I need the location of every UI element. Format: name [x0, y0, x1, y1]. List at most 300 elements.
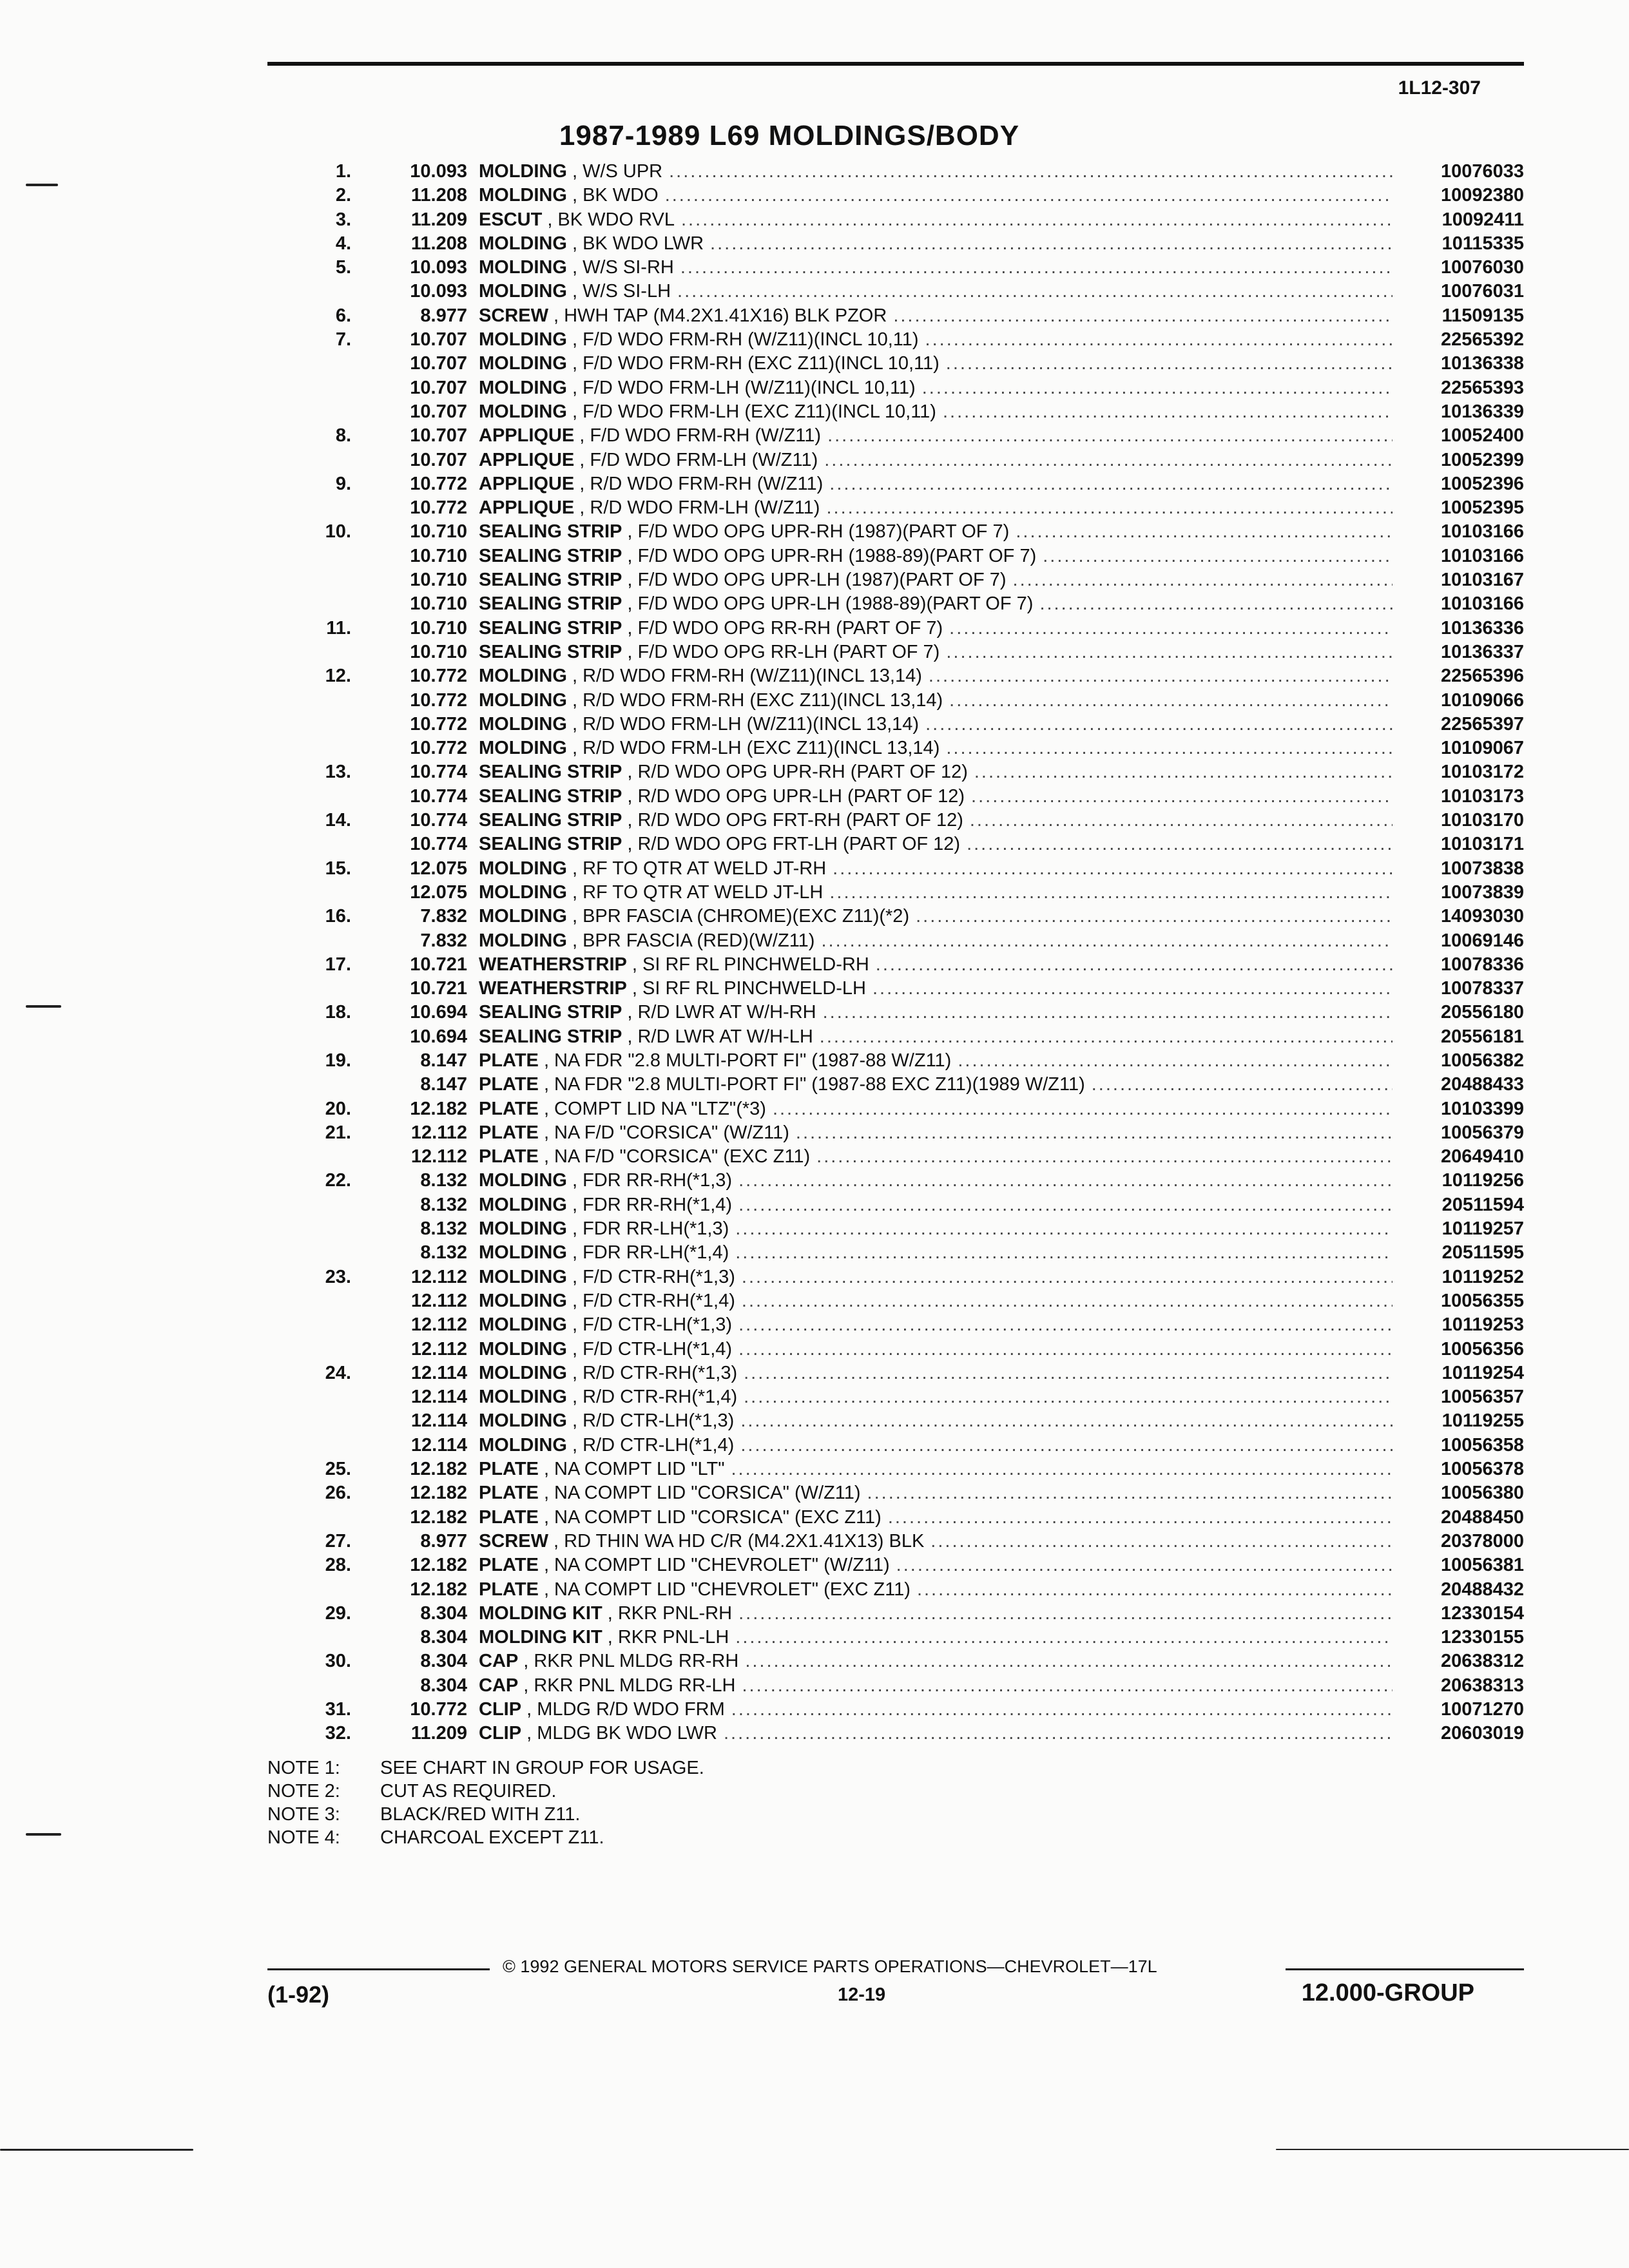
item-index: 10. — [325, 521, 351, 543]
leader-dots — [681, 208, 1393, 232]
part-detail: BK WDO RVL — [557, 209, 675, 230]
part-description — [479, 1385, 1402, 1409]
part-row — [267, 1145, 1524, 1169]
part-detail: RKR PNL-LH — [617, 1627, 729, 1648]
leader-dots — [872, 977, 1393, 1001]
part-number: 10052396 — [1440, 473, 1524, 494]
part-name: CAP — [479, 1651, 519, 1672]
separator: , — [574, 497, 585, 519]
part-name: SEALING STRIP — [479, 641, 622, 662]
separator: , — [566, 1194, 578, 1215]
part-detail: NA COMPT LID "CHEVROLET" (W/Z11) — [554, 1555, 890, 1576]
item-index: 11. — [326, 617, 351, 639]
leader-dots — [896, 1553, 1393, 1577]
part-row — [267, 448, 1524, 472]
part-name: CAP — [479, 1675, 519, 1696]
part-number: 10103172 — [1440, 762, 1524, 783]
part-number: 10119256 — [1441, 1170, 1524, 1191]
item-index: 16. — [325, 906, 351, 927]
part-number: 20556180 — [1440, 1002, 1524, 1023]
leader-dots — [949, 689, 1393, 713]
leader-dots — [829, 472, 1393, 496]
part-name: MOLDING — [479, 1218, 567, 1240]
part-detail: NA COMPT LID "CORSICA" (W/Z11) — [554, 1483, 861, 1504]
group-number: 12.112 — [410, 1266, 467, 1287]
part-description — [479, 184, 1402, 207]
separator: , — [538, 1579, 550, 1600]
group-number: 8.132 — [420, 1242, 467, 1264]
part-name: SEALING STRIP — [479, 834, 622, 855]
part-description — [479, 352, 1402, 376]
separator: , — [538, 1459, 550, 1480]
separator: , — [602, 1602, 613, 1624]
part-row — [267, 1338, 1524, 1361]
part-detail: R/D LWR AT W/H-LH — [637, 1026, 813, 1047]
separator: , — [521, 1699, 532, 1720]
item-index: 13. — [325, 762, 351, 783]
part-description — [479, 448, 1402, 472]
part-description — [479, 544, 1402, 568]
part-name: SEALING STRIP — [479, 617, 622, 639]
leader-dots — [943, 400, 1393, 424]
separator: , — [538, 1098, 550, 1119]
group-number: 10.093 — [410, 281, 467, 302]
group-number: 12.075 — [410, 881, 467, 903]
leader-dots — [823, 1001, 1393, 1024]
part-detail: R/D WDO OPG UPR-RH (PART OF 12) — [637, 762, 968, 783]
part-row — [267, 1241, 1524, 1265]
part-number: 10119254 — [1441, 1362, 1524, 1383]
separator: , — [538, 1074, 550, 1095]
part-number: 22565396 — [1440, 666, 1524, 687]
part-detail: R/D CTR-LH(*1,4) — [583, 1434, 735, 1456]
part-detail: NA COMPT LID "LT" — [554, 1459, 725, 1480]
part-name: CLIP — [479, 1699, 522, 1720]
part-name: MOLDING — [479, 1338, 567, 1360]
group-number: 12.112 — [410, 1314, 467, 1336]
group-number: 12.114 — [410, 1387, 467, 1408]
part-name: MOLDING — [479, 1410, 567, 1432]
part-detail: BK WDO LWR — [583, 233, 704, 254]
part-number: 10109066 — [1440, 689, 1524, 711]
separator: , — [538, 1050, 550, 1071]
note-label: NOTE 3: — [267, 1804, 340, 1825]
separator: , — [566, 858, 578, 879]
separator: , — [566, 1338, 578, 1360]
part-row — [267, 1121, 1524, 1145]
part-description — [479, 689, 1402, 713]
part-description — [479, 1602, 1402, 1626]
part-number: 22565397 — [1440, 713, 1524, 735]
part-number: 10076030 — [1440, 257, 1524, 278]
part-row — [267, 520, 1524, 544]
part-description — [479, 1001, 1402, 1024]
leader-dots — [893, 304, 1393, 328]
part-number: 10052400 — [1440, 425, 1524, 447]
item-index: 28. — [325, 1555, 351, 1576]
part-row — [267, 280, 1524, 303]
leader-dots — [821, 929, 1393, 953]
part-name: MOLDING — [479, 930, 567, 951]
part-description — [479, 208, 1402, 232]
separator: , — [566, 1290, 578, 1311]
part-name: MOLDING — [479, 377, 567, 398]
part-name: MOLDING — [479, 329, 567, 351]
part-description — [479, 1553, 1402, 1577]
part-description — [479, 1722, 1402, 1745]
part-number: 10119252 — [1441, 1266, 1524, 1287]
part-detail: FDR RR-RH(*1,3) — [583, 1170, 733, 1191]
leader-dots — [876, 953, 1393, 977]
leader-dots — [744, 1361, 1393, 1385]
part-row — [267, 1578, 1524, 1602]
group-number: 12.112 — [410, 1146, 467, 1168]
group-number: 10.772 — [410, 666, 467, 687]
part-number: 10119253 — [1441, 1314, 1524, 1336]
part-detail: F/D WDO FRM-LH (EXC Z11)(INCL 10,11) — [583, 401, 936, 422]
note-label: NOTE 1: — [267, 1758, 340, 1778]
part-description — [479, 1361, 1402, 1385]
part-row — [267, 352, 1524, 376]
note-label: NOTE 2: — [267, 1781, 340, 1802]
part-number: 20378000 — [1440, 1530, 1524, 1552]
item-index: 15. — [325, 858, 351, 879]
part-row — [267, 1674, 1524, 1698]
part-row — [267, 713, 1524, 736]
leader-dots — [665, 184, 1393, 207]
part-description — [479, 857, 1402, 881]
group-number: 10.721 — [410, 954, 467, 975]
separator: , — [566, 233, 578, 254]
item-index: 25. — [325, 1459, 351, 1480]
part-detail: NA COMPT LID "CHEVROLET" (EXC Z11) — [554, 1579, 911, 1600]
part-row — [267, 881, 1524, 905]
separator: , — [622, 1002, 633, 1023]
item-index: 26. — [325, 1483, 351, 1504]
separator: , — [538, 1555, 550, 1576]
separator: , — [538, 1146, 550, 1168]
part-row — [267, 1313, 1524, 1337]
part-number: 10056380 — [1440, 1483, 1524, 1504]
item-index: 20. — [325, 1098, 351, 1119]
part-number: 10103166 — [1440, 521, 1524, 543]
group-number: 12.182 — [410, 1579, 467, 1600]
part-description — [479, 929, 1402, 953]
part-detail: RKR PNL MLDG RR-RH — [534, 1651, 739, 1672]
part-detail: BK WDO — [583, 185, 659, 206]
leader-dots — [925, 328, 1393, 352]
part-name: CLIP — [479, 1723, 522, 1744]
part-row — [267, 1361, 1524, 1385]
item-index: 14. — [325, 810, 351, 831]
part-description — [479, 160, 1402, 184]
item-index: 17. — [325, 954, 351, 975]
leader-dots — [742, 1289, 1393, 1313]
part-number: 10103170 — [1440, 810, 1524, 831]
part-number: 10092411 — [1441, 209, 1524, 230]
separator: , — [548, 1530, 559, 1552]
part-description — [479, 1265, 1402, 1289]
leader-dots — [946, 736, 1393, 760]
part-name: SEALING STRIP — [479, 521, 622, 543]
separator: , — [521, 1723, 532, 1744]
part-number: 10103166 — [1440, 545, 1524, 566]
part-detail: R/D WDO FRM-RH (W/Z11)(INCL 13,14) — [583, 666, 922, 687]
part-description — [479, 881, 1402, 905]
part-description — [479, 1217, 1402, 1241]
part-name: MOLDING — [479, 1434, 567, 1456]
group-number: 8.304 — [420, 1627, 467, 1648]
separator: , — [622, 1026, 633, 1047]
part-row — [267, 1385, 1524, 1409]
part-row — [267, 1049, 1524, 1073]
part-row — [267, 1722, 1524, 1745]
part-name: SEALING STRIP — [479, 593, 622, 615]
part-row — [267, 1626, 1524, 1649]
part-row — [267, 1481, 1524, 1505]
group-number: 10.774 — [410, 785, 467, 807]
leader-dots — [826, 496, 1393, 520]
group-number: 12.114 — [410, 1410, 467, 1432]
group-number: 12.182 — [410, 1483, 467, 1504]
leader-dots — [867, 1481, 1393, 1505]
item-index: 21. — [325, 1122, 351, 1143]
separator: , — [566, 1387, 578, 1408]
part-row — [267, 544, 1524, 568]
footer-rule-left — [267, 1968, 490, 1970]
part-number: 22565393 — [1440, 377, 1524, 398]
part-description — [479, 664, 1402, 688]
part-row — [267, 832, 1524, 856]
group-number: 8.147 — [420, 1050, 467, 1071]
part-number: 10056356 — [1440, 1338, 1524, 1360]
separator: , — [566, 1362, 578, 1383]
part-detail: R/D WDO FRM-RH (W/Z11) — [590, 473, 824, 494]
separator: , — [622, 785, 633, 807]
part-number: 20649410 — [1440, 1146, 1524, 1168]
separator: , — [622, 521, 633, 543]
leader-dots — [930, 1530, 1393, 1553]
part-name: MOLDING KIT — [479, 1627, 602, 1648]
part-description — [479, 953, 1402, 977]
part-row — [267, 304, 1524, 328]
part-name: MOLDING — [479, 666, 567, 687]
separator: , — [566, 1218, 578, 1240]
part-detail: F/D WDO FRM-LH (W/Z11) — [590, 449, 818, 470]
leader-dots — [971, 785, 1393, 809]
part-name: MOLDING — [479, 1314, 567, 1336]
part-name: PLATE — [479, 1579, 539, 1600]
part-description — [479, 1649, 1402, 1673]
group-number: 10.774 — [410, 810, 467, 831]
part-number: 12330154 — [1440, 1602, 1524, 1624]
separator: , — [566, 906, 578, 927]
part-number: 10056357 — [1440, 1387, 1524, 1408]
group-number: 10.710 — [410, 521, 467, 543]
part-number: 10109067 — [1440, 738, 1524, 759]
part-name: PLATE — [479, 1074, 539, 1095]
part-name: MOLDING — [479, 881, 567, 903]
leader-dots — [833, 857, 1393, 881]
part-name: PLATE — [479, 1483, 539, 1504]
part-name: MOLDING — [479, 1290, 567, 1311]
part-detail: HWH TAP (M4.2X1.41X16) BLK PZOR — [564, 305, 887, 326]
part-number: 10136339 — [1440, 401, 1524, 422]
item-index: 18. — [325, 1002, 351, 1023]
part-number: 10103167 — [1440, 570, 1524, 591]
part-number: 11509135 — [1441, 305, 1524, 326]
part-detail: F/D WDO FRM-RH (W/Z11) — [590, 425, 822, 447]
leader-dots — [738, 1338, 1393, 1361]
group-number: 10.772 — [410, 738, 467, 759]
part-detail: F/D WDO OPG UPR-RH (1988-89)(PART OF 7) — [637, 545, 1037, 566]
group-number: 8.147 — [420, 1074, 467, 1095]
part-row — [267, 328, 1524, 352]
part-row — [267, 256, 1524, 280]
part-row — [267, 1434, 1524, 1457]
item-index: 29. — [325, 1602, 351, 1624]
part-number: 10069146 — [1440, 930, 1524, 951]
part-name: MOLDING — [479, 1362, 567, 1383]
part-description — [479, 256, 1402, 280]
part-description — [479, 713, 1402, 736]
part-number: 20511595 — [1441, 1242, 1524, 1264]
part-row — [267, 617, 1524, 640]
part-detail: R/D CTR-RH(*1,3) — [583, 1362, 738, 1383]
group-number: 12.000-GROUP — [1301, 1979, 1474, 2006]
part-description — [479, 760, 1402, 784]
part-detail: RD THIN WA HD C/R (M4.2X1.41X13) BLK — [564, 1530, 925, 1552]
group-number: 12.112 — [410, 1122, 467, 1143]
part-detail: F/D WDO OPG RR-LH (PART OF 7) — [637, 641, 940, 662]
part-detail: R/D CTR-LH(*1,3) — [583, 1410, 735, 1432]
part-number: 20488450 — [1440, 1506, 1524, 1528]
item-index: 30. — [325, 1651, 351, 1672]
part-detail: F/D WDO FRM-RH (W/Z11)(INCL 10,11) — [583, 329, 919, 351]
part-description — [479, 1313, 1402, 1337]
part-detail: NA COMPT LID "CORSICA" (EXC Z11) — [554, 1506, 882, 1528]
part-name: SEALING STRIP — [479, 545, 622, 566]
leader-dots — [816, 1145, 1393, 1169]
part-detail: R/D CTR-RH(*1,4) — [583, 1387, 738, 1408]
part-name: SEALING STRIP — [479, 1026, 622, 1047]
part-description — [479, 832, 1402, 856]
part-description — [479, 280, 1402, 303]
part-name: SCREW — [479, 1530, 548, 1552]
part-detail: W/S UPR — [583, 161, 663, 182]
leader-dots — [946, 640, 1393, 664]
part-detail: NA F/D "CORSICA" (W/Z11) — [554, 1122, 789, 1143]
leader-dots — [949, 617, 1393, 640]
part-detail: F/D WDO FRM-RH (EXC Z11)(INCL 10,11) — [583, 353, 940, 374]
part-description — [479, 1073, 1402, 1097]
part-number: 10052395 — [1440, 497, 1524, 519]
part-number: 10103399 — [1440, 1098, 1524, 1119]
group-number: 10.707 — [410, 329, 467, 351]
part-name: MOLDING — [479, 185, 567, 206]
part-description — [479, 1169, 1402, 1193]
part-name: MOLDING — [479, 1194, 567, 1215]
group-number: 10.694 — [410, 1026, 467, 1047]
part-description — [479, 1698, 1402, 1722]
separator: , — [566, 666, 578, 687]
part-description — [479, 905, 1402, 928]
separator: , — [566, 401, 578, 422]
part-description — [479, 1434, 1402, 1457]
part-row — [267, 1506, 1524, 1530]
part-row — [267, 1649, 1524, 1673]
part-detail: RF TO QTR AT WELD JT-LH — [583, 881, 824, 903]
item-index: 22. — [325, 1170, 351, 1191]
group-number: 10.772 — [410, 689, 467, 711]
leader-dots — [1092, 1073, 1393, 1097]
separator: , — [622, 570, 633, 591]
group-number: 10.772 — [410, 473, 467, 494]
part-row — [267, 208, 1524, 232]
part-row — [267, 977, 1524, 1001]
note-row — [267, 1826, 704, 1849]
item-index: 6. — [335, 305, 351, 326]
part-row — [267, 592, 1524, 616]
leader-dots — [888, 1506, 1393, 1530]
leader-dots — [824, 448, 1393, 472]
part-detail: MLDG R/D WDO FRM — [537, 1699, 725, 1720]
separator: , — [566, 281, 578, 302]
group-number: 7.832 — [420, 906, 467, 927]
part-name: MOLDING — [479, 858, 567, 879]
part-detail: FDR RR-RH(*1,4) — [583, 1194, 733, 1215]
leader-dots — [916, 905, 1393, 928]
note-row — [267, 1756, 704, 1780]
separator: , — [566, 1434, 578, 1456]
part-name: SEALING STRIP — [479, 762, 622, 783]
part-description — [479, 1626, 1402, 1649]
part-number: 10119257 — [1441, 1218, 1524, 1240]
scan-edge-mark — [1276, 2149, 1629, 2150]
separator: , — [574, 449, 585, 470]
leader-dots — [735, 1217, 1393, 1241]
group-number: 10.772 — [410, 1699, 467, 1720]
leader-dots — [958, 1049, 1393, 1073]
part-row — [267, 1073, 1524, 1097]
part-number: 10136336 — [1440, 617, 1524, 639]
separator: , — [566, 377, 578, 398]
part-number: 20638313 — [1440, 1675, 1524, 1696]
part-number: 20556181 — [1440, 1026, 1524, 1047]
page-id: 1L12-307 — [1398, 77, 1481, 99]
part-description — [479, 1674, 1402, 1698]
group-number: 7.832 — [420, 930, 467, 951]
part-row — [267, 184, 1524, 207]
part-name: SEALING STRIP — [479, 570, 622, 591]
part-detail: NA F/D "CORSICA" (EXC Z11) — [554, 1146, 811, 1168]
part-number: 22565392 — [1440, 329, 1524, 351]
part-description — [479, 1457, 1402, 1481]
group-number: 12.114 — [410, 1434, 467, 1456]
leader-dots — [740, 1434, 1393, 1457]
separator: , — [566, 353, 578, 374]
group-number: 10.721 — [410, 978, 467, 999]
part-detail: W/S SI-LH — [583, 281, 671, 302]
part-row — [267, 905, 1524, 928]
leader-dots — [925, 713, 1393, 736]
part-name: WEATHERSTRIP — [479, 954, 627, 975]
item-index: 8. — [335, 425, 351, 447]
part-number: 20488432 — [1440, 1579, 1524, 1600]
separator: , — [518, 1675, 529, 1696]
part-name: PLATE — [479, 1050, 539, 1071]
part-number: 10078337 — [1440, 978, 1524, 999]
